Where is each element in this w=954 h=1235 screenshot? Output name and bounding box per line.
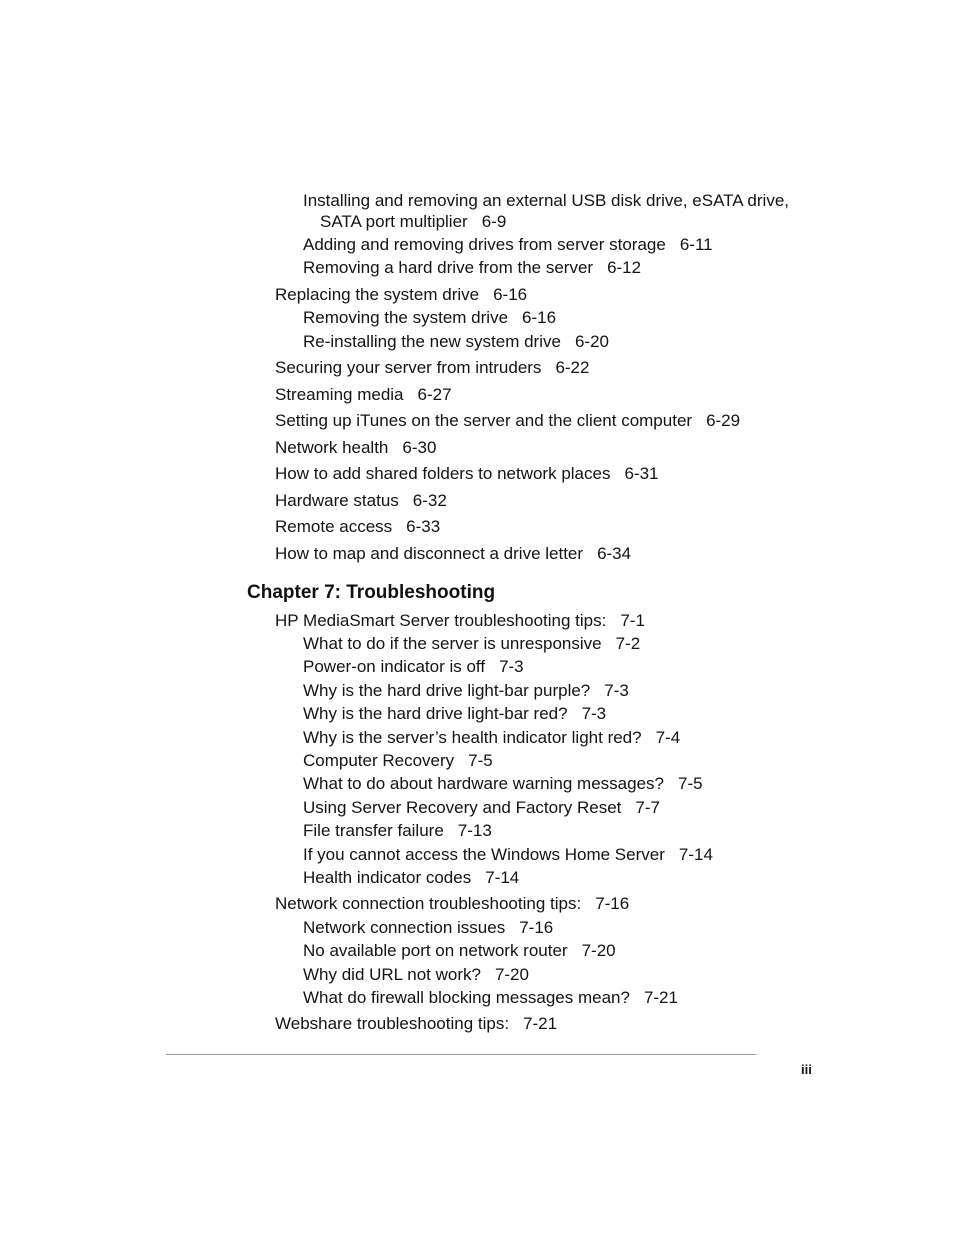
toc-entry-page: 7-20 [494, 965, 529, 984]
toc-entry-title: Streaming media [275, 385, 404, 404]
toc-entry [303, 331, 609, 353]
toc-entry-page: 6-9 [481, 212, 507, 231]
toc-entry [303, 234, 713, 256]
toc-entry-title: Power-on indicator is off [303, 657, 486, 676]
toc-entry [275, 437, 436, 459]
toc-entry-title: Removing a hard drive from the server [303, 258, 594, 277]
toc-entry-page: 7-2 [615, 634, 641, 653]
toc-entry-title: Removing the system drive [303, 308, 509, 327]
toc-entry-page: 7-3 [604, 681, 629, 700]
toc-entry-title: Re-installing the new system drive [303, 332, 561, 351]
toc-entry [275, 490, 447, 512]
toc-entry [303, 867, 519, 889]
toc-entry-page: 6-27 [417, 385, 452, 404]
toc-entry-title: Webshare troubleshooting tips: [275, 1014, 510, 1033]
toc-entry-page: 6-34 [597, 544, 632, 563]
toc-entry-page: 7-4 [655, 728, 681, 747]
toc-entry-title: How to add shared folders to network places [275, 464, 611, 483]
toc-entry-title: Setting up iTunes on the server and the client computer [275, 411, 693, 430]
toc-entry [303, 917, 553, 939]
toc-entry [275, 384, 452, 406]
toc-entry-page: 6-20 [574, 332, 609, 351]
toc-entry-page: 7-14 [678, 845, 713, 864]
toc-entry-page: 7-16 [595, 894, 630, 913]
toc-entry-title: Remote access [275, 517, 393, 536]
toc-entry [303, 680, 629, 702]
toc-entry [303, 656, 524, 678]
toc-entry [303, 844, 713, 866]
toc-entry [303, 633, 640, 655]
toc-entry-page: 7-21 [643, 988, 678, 1007]
page-number: iii [801, 1062, 812, 1077]
toc-entry-title: SATA port multiplier [320, 212, 468, 231]
toc-entry-title: What to do if the server is unresponsive [303, 634, 602, 653]
toc-entry-title: Network connection issues [303, 918, 506, 937]
toc-entry-title: File transfer failure [303, 821, 444, 840]
toc-entry-title: Hardware status [275, 491, 399, 510]
toc-entry-page: 6-30 [402, 438, 437, 457]
toc-entry [303, 750, 493, 772]
toc-entry [275, 357, 589, 379]
toc-entry-page: 6-12 [607, 258, 642, 277]
toc-entry-page: 6-32 [412, 491, 447, 510]
toc-entry-title: Securing your server from intruders [275, 358, 542, 377]
toc-entry-title: Why is the hard drive light-bar red? [303, 704, 568, 723]
toc-entry-page: 6-16 [522, 308, 557, 327]
toc-entry [275, 516, 440, 538]
toc-entry-title: Why did URL not work? [303, 965, 481, 984]
toc-entry-page: 7-1 [620, 611, 645, 630]
toc-entry-page: 7-13 [457, 821, 492, 840]
toc-entry-title: Network connection troubleshooting tips: [275, 894, 582, 913]
toc-entry [303, 703, 606, 725]
toc-entry [303, 257, 641, 279]
toc-entry [275, 1013, 557, 1035]
toc-entry [275, 410, 740, 432]
toc-entry [275, 284, 527, 306]
toc-entry [275, 610, 645, 632]
toc-entry-title: How to map and disconnect a drive letter [275, 544, 584, 563]
toc-entry-title: Installing and removing an external USB disk drive, eSATA drive, [303, 191, 789, 210]
toc-entry-page: 6-16 [493, 285, 528, 304]
toc-entry-page: 7-14 [485, 868, 520, 887]
toc-entry-page: 7-5 [677, 774, 703, 793]
toc-entry [303, 773, 703, 795]
toc-entry-title: What do firewall blocking messages mean? [303, 988, 630, 1007]
toc-entry-title: Health indicator codes [303, 868, 472, 887]
toc-entry-title: If you cannot access the Windows Home Server [303, 845, 665, 864]
toc-entry-title: Network health [275, 438, 389, 457]
toc-entry-title: Replacing the system drive [275, 285, 480, 304]
toc-entry-page: 7-7 [635, 798, 660, 817]
toc-entry-title: Adding and removing drives from server storage [303, 235, 666, 254]
toc-entry [320, 211, 506, 233]
toc-entry [303, 987, 678, 1009]
toc-entry [275, 543, 631, 565]
toc-entry-page: 7-5 [468, 751, 493, 770]
toc-entry-title: Computer Recovery [303, 751, 455, 770]
toc-entry [303, 797, 660, 819]
toc-entry-page: 7-16 [519, 918, 554, 937]
footer-rule [166, 1054, 756, 1055]
toc-entry [303, 940, 616, 962]
toc-entry-page: 7-3 [499, 657, 524, 676]
toc-entry-page: 6-33 [406, 517, 441, 536]
toc-entry-page: 7-3 [581, 704, 607, 723]
toc-entry-title: Using Server Recovery and Factory Reset [303, 798, 622, 817]
toc-entry [275, 893, 629, 915]
toc-entry-title: What to do about hardware warning messages? [303, 774, 664, 793]
toc-entry [275, 463, 659, 485]
toc-entry-page: 6-22 [555, 358, 590, 377]
chapter-heading: Chapter 7: Troubleshooting [247, 582, 496, 603]
toc-entry-page: 7-20 [581, 941, 616, 960]
toc-entry-page: 6-29 [706, 411, 741, 430]
toc-entry-title: HP MediaSmart Server troubleshooting tips: [275, 611, 607, 630]
toc-entry-title: Why is the server’s health indicator light red? [303, 728, 642, 747]
toc-entry [303, 190, 789, 212]
toc-entry-page: 6-31 [624, 464, 659, 483]
toc-entry [303, 727, 680, 749]
toc-entry [303, 307, 556, 329]
toc-entry [303, 964, 529, 986]
toc-entry-title: No available port on network router [303, 941, 568, 960]
toc-entry-page: 6-11 [679, 235, 713, 254]
toc-entry-title: Why is the hard drive light-bar purple? [303, 681, 591, 700]
toc-entry [303, 820, 492, 842]
toc-entry-page: 7-21 [523, 1014, 558, 1033]
